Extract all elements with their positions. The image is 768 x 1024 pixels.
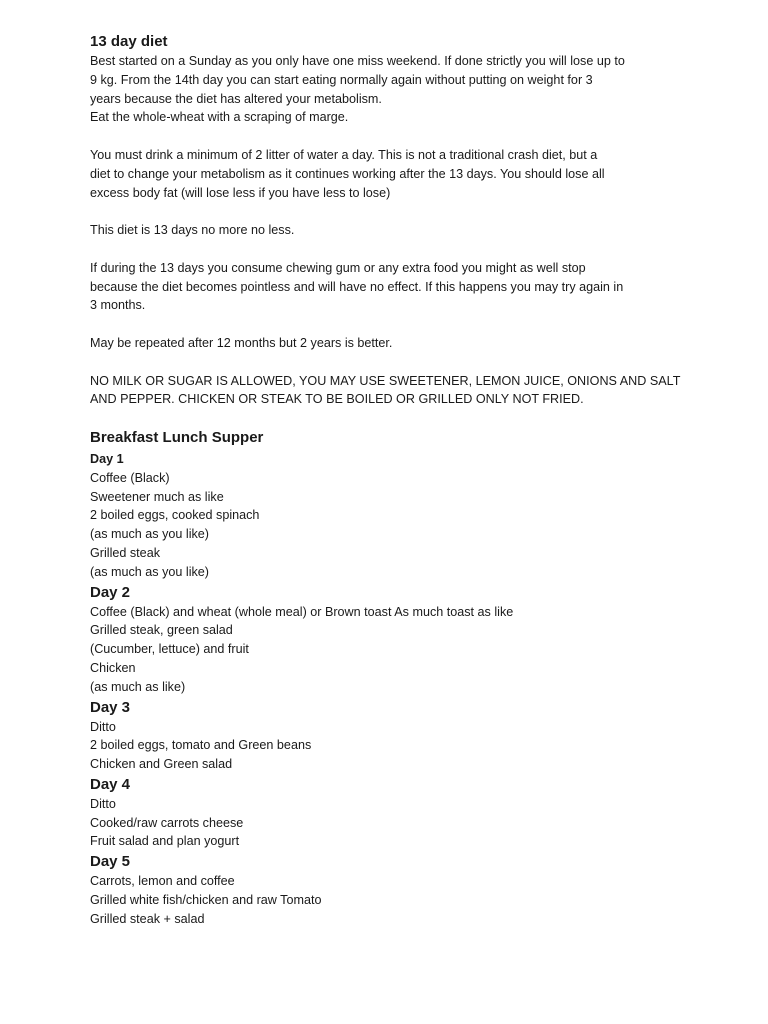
meal-item: Chicken [90,660,136,675]
water-line: excess body fat (will lose less if you have less to lose) [90,185,391,200]
intro-line: Best started on a Sunday as you only have one miss weekend. If done strictly you will lose up to [90,54,625,68]
meal-item: Coffee (Black) and wheat (whole meal) or Brown toast As much toast as like [90,604,514,619]
meal-item: (as much as like) [90,679,186,694]
meal-item: Cooked/raw carrots cheese [90,815,244,830]
meal-item: (Cucumber, lettuce) and fruit [90,642,249,657]
gum-line: 3 months. [90,298,146,313]
water-paragraph [90,146,690,202]
meal-item: Carrots, lemon and coffee [90,874,235,889]
intro-line: 9 kg. From the 14th day you can start eating normally again without putting on weight for 3 [90,72,593,87]
intro-paragraph [90,52,690,127]
meal-item: 2 boiled eggs, cooked spinach [90,508,260,523]
rules-line: AND PEPPER. CHICKEN OR STEAK TO BE BOILED OR GRILLED ONLY NOT FRIED. [90,392,584,407]
document-page [90,32,690,929]
meal-item: Chicken and Green salad [90,757,233,772]
rules-line: NO MILK OR SUGAR IS ALLOWED, YOU MAY USE SWEETENER, LEMON JUICE, ONIONS AND SALT [90,373,681,388]
meal-item: Sweetener much as like [90,489,224,504]
meal-item: Coffee (Black) [90,470,170,485]
meal-item: Grilled steak + salad [90,911,205,926]
meal-item: Grilled white fish/chicken and raw Tomato [90,893,322,908]
water-line: You must drink a minimum of 2 litter of water a day. This is not a traditional crash diet, but a [90,147,598,162]
gum-paragraph [90,259,690,315]
day-title: Day 3 [90,698,131,716]
day-block [90,450,690,582]
meal-item: Grilled steak [90,545,160,560]
meal-item: Ditto [90,719,116,734]
gum-line: because the diet becomes pointless and will have no effect. If this happens you may try again in [90,279,624,294]
duration-paragraph [90,221,690,240]
meals-heading: Breakfast Lunch Supper [90,428,264,446]
meal-item: Ditto [90,796,116,811]
rules-paragraph [90,372,690,410]
day-title: Day 2 [90,583,131,601]
day-title: Day 4 [90,775,131,793]
day-title: Day 5 [90,853,131,871]
gum-line: If during the 13 days you consume chewing gum or any extra food you might as well stop [90,260,586,275]
day-title: Day 1 [90,451,124,466]
day-block [90,583,690,697]
meal-item: (as much as you like) [90,527,209,542]
intro-line: years because the diet has altered your metabolism. [90,91,382,106]
meal-item: Fruit salad and plan yogurt [90,834,240,849]
repeat-paragraph [90,334,690,353]
duration-line: This diet is 13 days no more no less. [90,223,295,238]
meal-item: Grilled steak, green salad [90,623,233,638]
water-line: diet to change your metabolism as it continues working after the 13 days. You should lose all [90,166,605,181]
day-block [90,775,690,851]
document-title: 13 day diet [90,33,168,50]
repeat-line: May be repeated after 12 months but 2 years is better. [90,335,393,350]
meal-item: 2 boiled eggs, tomato and Green beans [90,738,312,753]
meal-item: (as much as you like) [90,564,209,579]
intro-line: Eat the whole-wheat with a scraping of marge. [90,110,349,125]
day-block [90,698,690,774]
day-block [90,852,690,928]
